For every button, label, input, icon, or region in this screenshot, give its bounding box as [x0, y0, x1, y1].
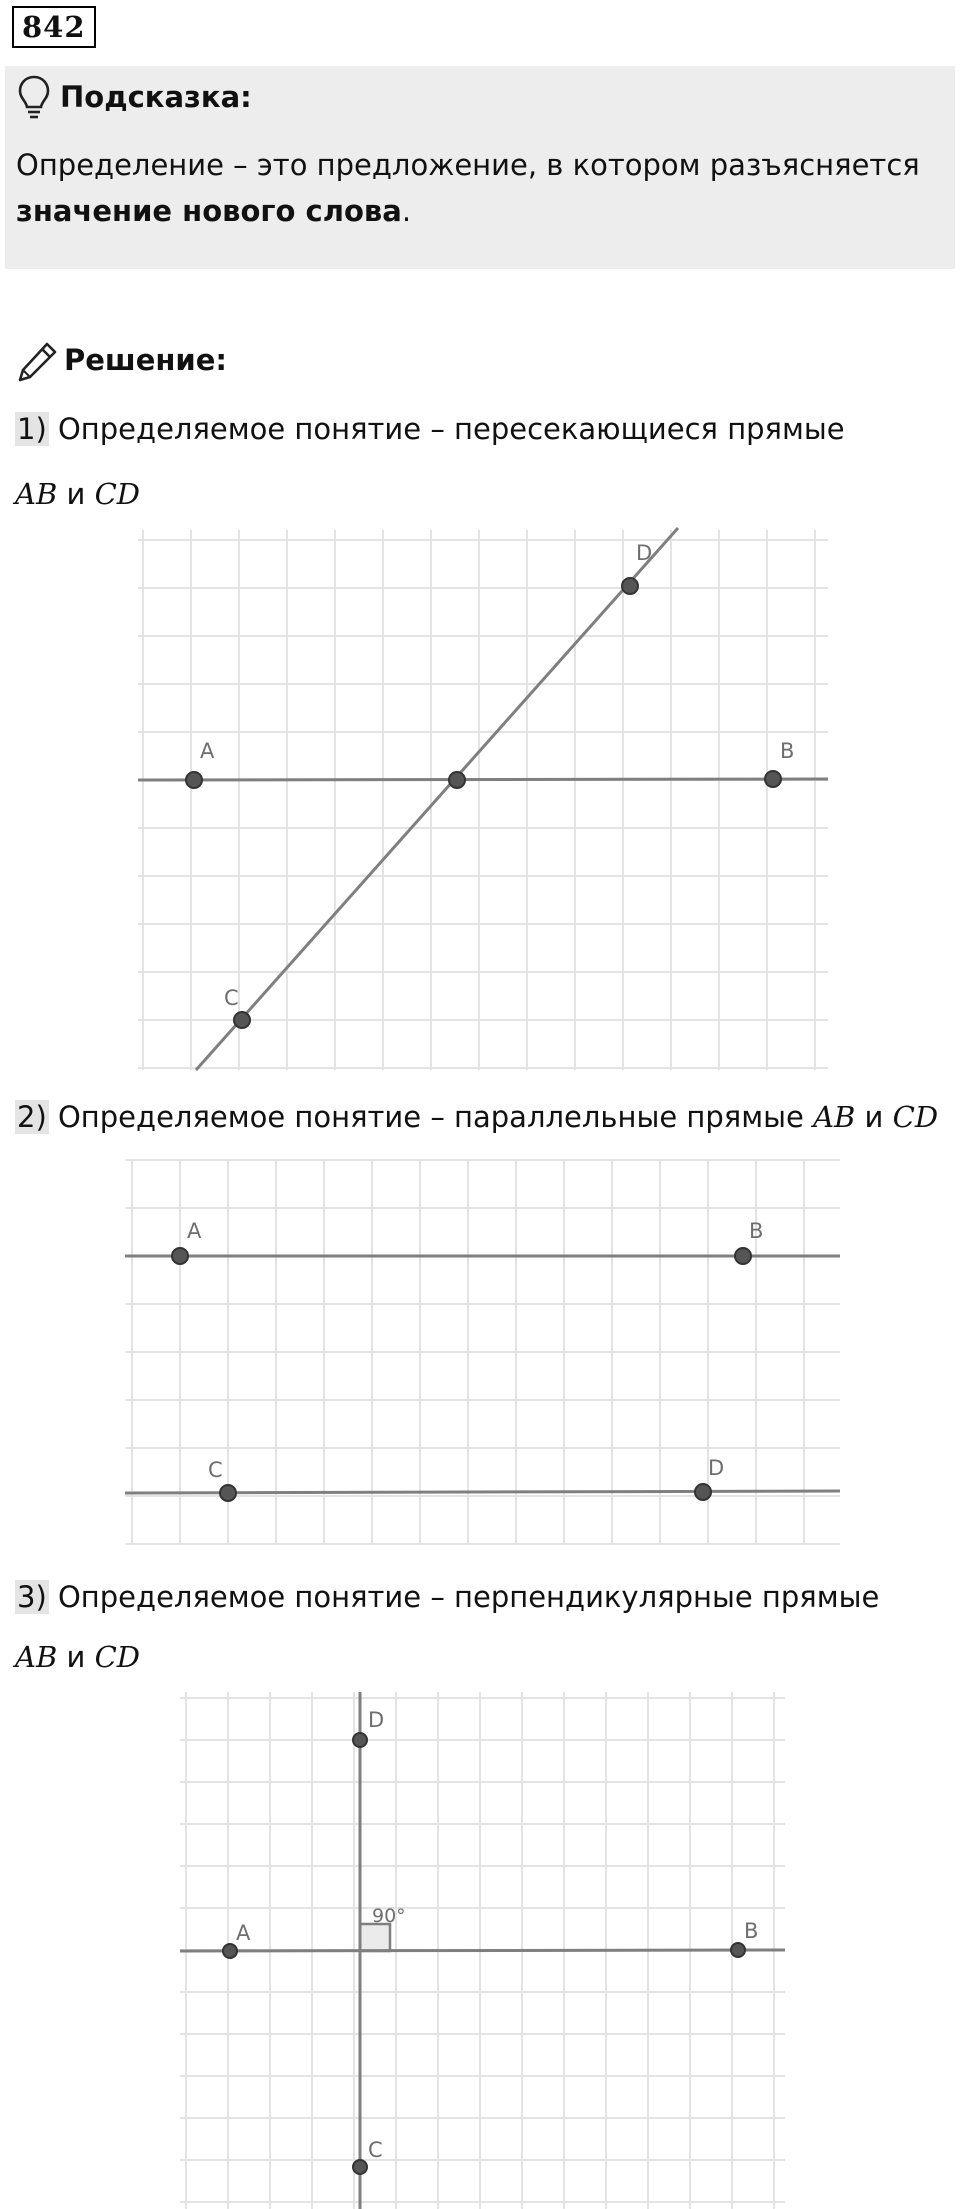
label-a: A — [187, 1219, 202, 1243]
item-statement: Определяемое понятие – перпендикулярные прямые — [57, 1580, 880, 1614]
figure-parallel-lines — [125, 1160, 840, 1545]
solution-title: Решение: — [64, 343, 228, 377]
point-d — [353, 1733, 367, 1747]
point-d — [695, 1484, 711, 1500]
item-number: 2) — [17, 1100, 47, 1134]
line-cd — [196, 528, 678, 1070]
right-angle-marker — [360, 1924, 390, 1951]
math-ab: AB — [15, 1640, 58, 1674]
item-3-lines — [15, 1640, 140, 1674]
item-3-text — [15, 1580, 879, 1614]
label-d: D — [708, 1456, 725, 1480]
label-a: A — [236, 1921, 251, 1945]
item-1-text — [15, 412, 845, 446]
math-ab: AB — [15, 477, 58, 511]
point-a — [172, 1248, 188, 1264]
item-number: 1) — [17, 412, 47, 446]
conjunction: и — [864, 1100, 884, 1134]
figure-intersecting-lines — [138, 530, 828, 1070]
math-cd: CD — [94, 477, 141, 511]
math-cd: CD — [892, 1100, 939, 1134]
label-a: A — [200, 739, 215, 763]
item-statement: Определяемое понятие – параллельные прямые — [57, 1100, 804, 1134]
pencil-icon — [17, 340, 59, 382]
label-c: C — [368, 2138, 383, 2162]
item-2-text — [15, 1100, 938, 1134]
point-b — [765, 771, 781, 787]
task-number: 842 — [12, 6, 96, 48]
hint-text — [16, 142, 946, 234]
label-b: B — [749, 1219, 764, 1243]
label-b: B — [780, 739, 795, 763]
label-c: C — [208, 1458, 223, 1482]
point-a — [223, 1944, 237, 1958]
conjunction: и — [66, 1640, 86, 1674]
point-intersection — [449, 772, 465, 788]
grid — [138, 530, 828, 1070]
point-d — [622, 578, 638, 594]
label-d: D — [368, 1708, 385, 1732]
point-c — [220, 1485, 236, 1501]
hint-title: Подсказка: — [60, 80, 252, 114]
conjunction: и — [66, 477, 86, 511]
point-b — [735, 1248, 751, 1264]
math-ab: AB — [813, 1100, 856, 1134]
label-d: D — [636, 541, 653, 565]
hint-text-end: . — [401, 194, 412, 228]
point-c — [234, 1012, 250, 1028]
lightbulb-icon — [17, 74, 51, 120]
line-ab — [180, 1950, 785, 1951]
line-ab — [138, 779, 828, 780]
angle-label: 90° — [372, 1905, 406, 1927]
point-c — [353, 2160, 367, 2174]
label-c: C — [224, 986, 239, 1010]
point-b — [731, 1943, 745, 1957]
label-b: B — [744, 1919, 759, 1943]
figure-perpendicular-lines — [180, 1692, 785, 2209]
math-cd: CD — [94, 1640, 141, 1674]
item-1-lines — [15, 477, 140, 511]
item-statement: Определяемое понятие – пересекающиеся прямые — [57, 412, 845, 446]
point-a — [186, 772, 202, 788]
hint-text-bold: значение нового слова — [16, 194, 402, 228]
item-number: 3) — [17, 1580, 47, 1614]
hint-text-plain: Определение – это предложение, в котором разъясняется — [16, 148, 920, 182]
